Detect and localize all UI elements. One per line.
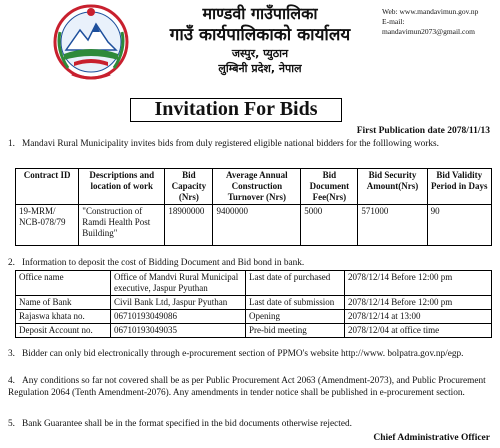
bid-capacity-cell: 18900000	[165, 205, 213, 246]
label-cell: Deposit Account no.	[16, 324, 111, 338]
paragraph-1	[8, 139, 492, 151]
label-cell: Rajaswa khata no.	[16, 310, 111, 324]
paragraph-2	[8, 258, 492, 270]
column-header: Bid Capacity (Nrs)	[165, 169, 213, 205]
value-cell: 2078/12/14 at 13:00	[345, 310, 492, 324]
government-emblem-icon	[52, 2, 130, 84]
table-row	[16, 310, 492, 324]
table-header-row	[16, 169, 492, 205]
label-cell: Last date of submission	[246, 296, 345, 310]
value-cell: 2078/12/04 at office time	[345, 324, 492, 338]
paragraph-text: Any conditions so far not covered shall be as per Public Procurement Act 2063 (Amendment-2073), and Public Procurement Regulation 2064 (Tenth Amendment-2076). Any amendments in tender notice shall be published in e-procurement section.	[8, 376, 486, 398]
website-text: Web: www.mandavimun.gov.np	[382, 7, 479, 16]
value-cell: 2078/12/14 Before 12:00 pm	[345, 296, 492, 310]
table-row	[16, 296, 492, 310]
label-cell: Office name	[16, 271, 111, 296]
letterhead-titles	[130, 4, 390, 76]
letterhead	[0, 0, 500, 98]
bids-table	[15, 168, 492, 246]
description-cell: "Construction of Ramdi Health Post Building"	[79, 205, 165, 246]
table-row	[16, 205, 492, 246]
paragraph-number: 3.	[8, 349, 15, 359]
office-name: गाउँ कार्यपालिकाको कार्यालय	[169, 25, 351, 45]
email-text: E-mail: mandavimun2073@gmail.com	[382, 17, 475, 36]
table-row	[16, 324, 492, 338]
paragraph-text: Bank Guarantee shall be in the format specified in the bid documents otherwise rejected.	[22, 419, 352, 429]
column-header: Bid Document Fee(Nrs)	[301, 169, 358, 205]
paragraph-text: Mandavi Rural Municipality invites bids from duly registered eligible national bidders for the folllowing works.	[22, 139, 439, 149]
turnover-cell: 9400000	[213, 205, 301, 246]
value-cell: 06710193049035	[111, 324, 246, 338]
label-cell: Pre-bid meeting	[246, 324, 345, 338]
bank-info-table	[15, 270, 492, 338]
label-cell: Last date of purchased	[246, 271, 345, 296]
value-cell: 2078/12/14 Before 12:00 pm	[345, 271, 492, 296]
column-header: Average Annual Construction Turnover (Nrs)	[213, 169, 301, 205]
paragraph-number: 4.	[8, 376, 15, 386]
paragraph-number: 5.	[8, 419, 15, 429]
paragraph-number: 1.	[8, 139, 15, 149]
value-cell: Office of Mandvi Rural Municipal executive, Jaspur Pyuthan	[111, 271, 246, 296]
paragraph-5	[8, 419, 492, 431]
municipality-name: माण्डवी गाउँपालिका	[202, 4, 318, 23]
paragraph-text: Bidder can only bid electronically through e-procurement section of PPMO's website http://www. bolpatra.gov.np/egp.	[22, 349, 464, 359]
province-name: लुम्बिनी प्रदेश, नेपाल	[218, 62, 302, 75]
column-header: Bid Security Amount(Nrs)	[358, 169, 427, 205]
table-row	[16, 271, 492, 296]
value-cell: Civil Bank Ltd, Jaspur Pyuthan	[111, 296, 246, 310]
contact-block	[382, 7, 492, 37]
contract-id-cell: 19-MRM/ NCB-078/79	[16, 205, 79, 246]
paragraph-4	[8, 376, 492, 400]
signatory-title: Chief Administrative Officer	[373, 433, 490, 443]
office-location: जस्पुर, प्युठान	[231, 47, 289, 60]
validity-cell: 90	[427, 205, 491, 246]
paragraph-text: Information to deposit the cost of Bidding Document and Bid bond in bank.	[22, 258, 305, 268]
document-fee-cell: 5000	[301, 205, 358, 246]
paragraph-3	[8, 349, 492, 361]
label-cell: Opening	[246, 310, 345, 324]
publication-date: First Publication date 2078/11/13	[356, 126, 490, 136]
notice-title: Invitation For Bids	[130, 98, 342, 122]
column-header: Descriptions and location of work	[79, 169, 165, 205]
column-header: Contract ID	[16, 169, 79, 205]
paragraph-number: 2.	[8, 258, 15, 268]
value-cell: 06710193049086	[111, 310, 246, 324]
bid-security-cell: 571000	[358, 205, 427, 246]
column-header: Bid Validity Period in Days	[427, 169, 491, 205]
label-cell: Name of Bank	[16, 296, 111, 310]
